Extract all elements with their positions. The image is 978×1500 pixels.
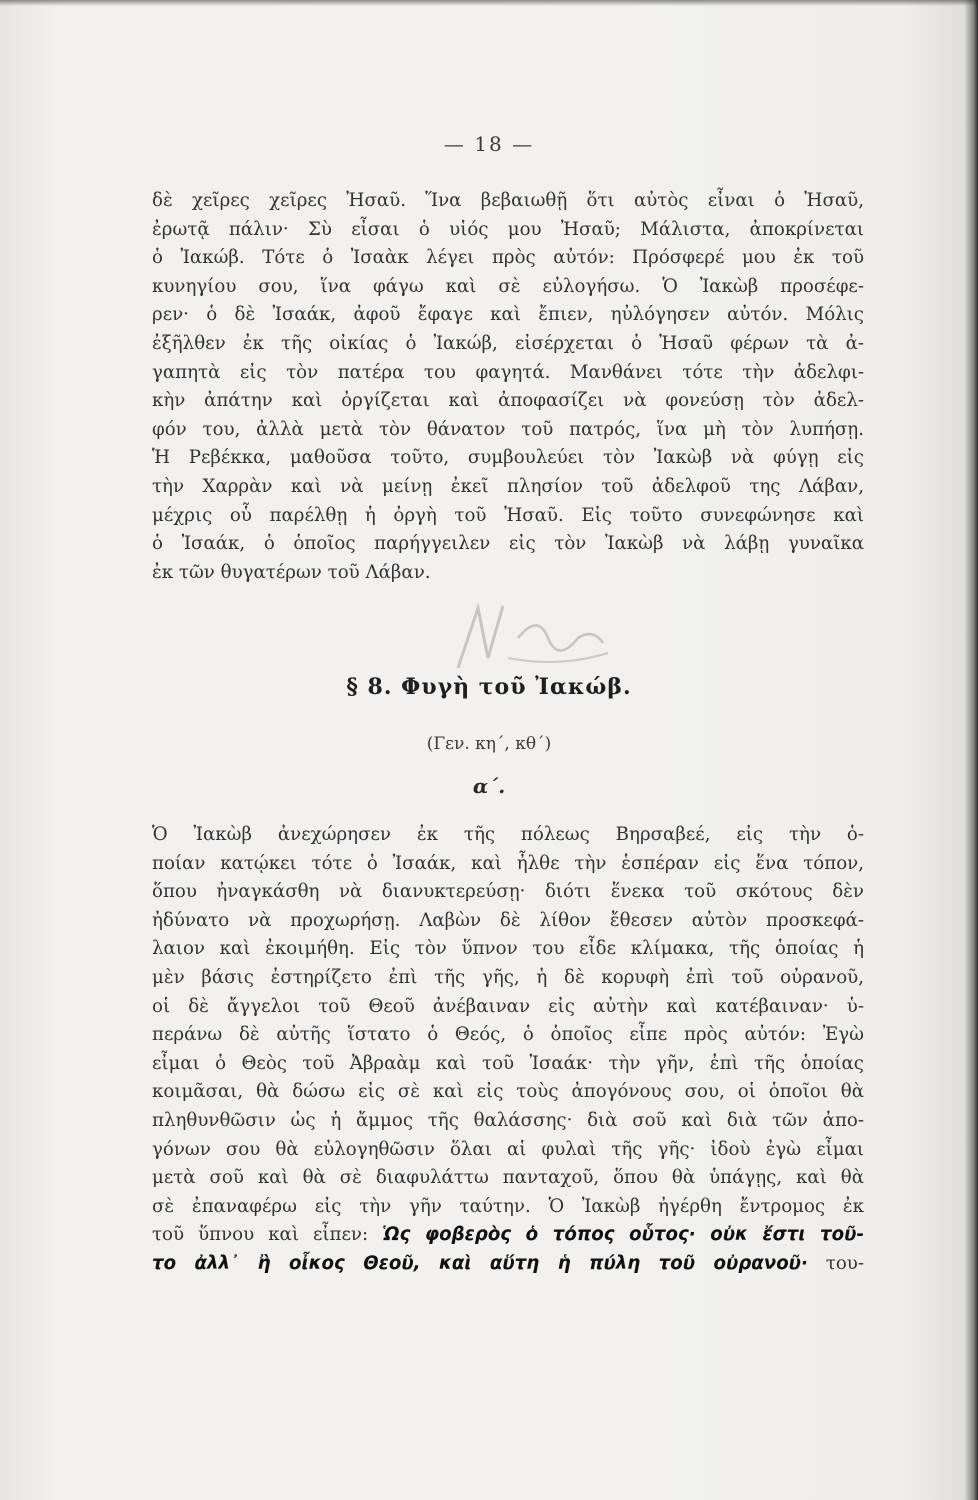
paragraph-1-line-14: ἐκ τῶν θυγατέρων τοῦ Λάβαν. xyxy=(152,561,431,583)
paragraph-1-line-4: κυνηγίου σου, ἵνα φάγω καὶ σὲ εὐλογήσω. Ὁ Ἰακὼβ προσέφε- xyxy=(152,275,864,297)
paragraph-1-line-9: φόν του, ἀλλὰ μετὰ τὸν θάνατον τοῦ πατρός, ἵνα μὴ τὸν λυπήσῃ. xyxy=(152,418,864,440)
paragraph-1-line-12: μέχρις οὗ παρέλθῃ ἡ ὀργὴ τοῦ Ἠσαῦ. Εἰς τοῦτο συνεφώνησε καὶ xyxy=(152,504,864,526)
section-reference: (Γεν. κη΄, κθ΄) xyxy=(426,734,552,754)
paragraph-2-line-13: μετὰ σοῦ καὶ θὰ σὲ διαφυλάττω πανταχοῦ, ὅπου θὰ ὑπάγῃς, καὶ θὰ xyxy=(152,1167,864,1189)
paragraph-1-line-1: δὲ χεῖρες χεῖρες Ἠσαῦ. Ἵνα βεβαιωθῇ ὅτι αὐτὸς εἶναι ὁ Ἠσαῦ, xyxy=(152,190,864,211)
paragraph-1-line-8: κὴν ἀπάτην καὶ ὀργίζεται καὶ ἀποφασίζει νὰ φονεύσῃ τὸν ἀδελ- xyxy=(152,390,864,412)
line-16-bold-quote: το ἀλλ᾽ ἢ οἶκος Θεοῦ, καὶ αὕτη ἡ πύλη τοῦ οὐρανοῦ· xyxy=(152,1252,808,1274)
paragraph-2-line-16 xyxy=(152,1250,864,1279)
subsection-letter: α΄. xyxy=(472,774,506,798)
paragraph-2-line-9: εἶμαι ὁ Θεὸς τοῦ Ἀβραὰμ καὶ τοῦ Ἰσαάκ· τὴν γῆν, ἐπὶ τῆς ὁποίας xyxy=(152,1052,864,1074)
line-15-plain: τοῦ ὕπνου καὶ εἶπεν: xyxy=(152,1224,383,1246)
paragraph-2-line-3: ὅπου ἠναγκάσθη νὰ διανυκτερεύσῃ· διότι ἕνεκα τοῦ σκότους δὲν xyxy=(152,881,864,903)
paragraph-2-line-12: γόνων σου θὰ εὐλογηθῶσιν ὅλαι αἱ φυλαὶ τῆς γῆς· ἰδοὺ ἐγὼ εἶμαι xyxy=(152,1138,864,1160)
paragraph-2-line-10: κοιμᾶσαι, θὰ δώσω εἰς σὲ καὶ εἰς τοὺς ἀπογόνους σου, οἱ ὁποῖοι θὰ xyxy=(152,1081,864,1103)
paragraph-2-line-2: ποίαν κατῴκει τότε ὁ Ἰσαάκ, καὶ ἦλθε τὴν ἑσπέραν εἰς ἕνα τόπον, xyxy=(152,852,864,874)
paragraph-2-line-7: οἱ δὲ ἄγγελοι τοῦ Θεοῦ ἀνέβαιναν εἰς αὐτὴν καὶ κατέβαιναν· ὑ- xyxy=(152,995,864,1017)
paragraph-2-line-11: πληθυνθῶσιν ὡς ἡ ἄμμος τῆς θαλάσσης· διὰ σοῦ καὶ διὰ τῶν ἀπο- xyxy=(152,1109,864,1131)
faint-signature-stamp xyxy=(448,598,618,678)
paragraph-1-line-2: ἐρωτᾷ πάλιν· Σὺ εἶσαι ὁ υἱός μου Ἠσαῦ; Μάλιστα, ἀποκρίνεται xyxy=(152,218,864,240)
line-16-plain: του- xyxy=(807,1252,865,1274)
paragraph-2-line-4: ἠδύνατο νὰ προχωρήσῃ. Λαβὼν δὲ λίθον ἔθεσεν αὐτὸν προσκεφά- xyxy=(152,909,864,931)
scan-top-edge xyxy=(0,0,978,6)
paragraph-1-line-3: ὁ Ἰακώβ. Τότε ὁ Ἰσαὰκ λέγει πρὸς αὐτόν: Πρόσφερέ μου ἐκ τοῦ xyxy=(152,247,864,269)
paragraph-2-line-14: σὲ ἐπαναφέρω εἰς τὴν γῆν ταύτην. Ὁ Ἰακὼβ ἠγέρθη ἔντρομος ἐκ xyxy=(152,1195,864,1217)
paragraph-1-line-6: ἐξῆλθεν ἐκ τῆς οἰκίας ὁ Ἰακώβ, εἰσέρχεται ὁ Ἠσαῦ φέρων τὰ ἀ- xyxy=(152,332,864,354)
paragraph-2-line-15 xyxy=(152,1221,864,1250)
line-15-bold-quote: Ὡς φοβερὸς ὁ τόπος οὗτος· οὐκ ἔστι τοῦ- xyxy=(382,1224,864,1246)
paragraph-1-line-11: τὴν Χαρρὰν καὶ νὰ μείνῃ ἐκεῖ πλησίον τοῦ ἀδελφοῦ της Λάβαν, xyxy=(152,475,864,497)
paragraph-1-line-10: Ἡ Ρεβέκκα, μαθοῦσα τοῦτο, συμβουλεύει τὸν Ἰακὼβ νὰ φύγῃ εἰς xyxy=(152,447,864,469)
paragraph-1-line-13: ὁ Ἰσαάκ, ὁ ὁποῖος παρήγγειλεν εἰς τὸν Ἰακὼβ νὰ λάβῃ γυναῖκα xyxy=(152,533,864,555)
paragraph-2 xyxy=(152,821,864,1279)
page-number: — 18 — xyxy=(443,132,535,156)
paragraph-1 xyxy=(152,187,864,587)
paragraph-1-line-5: ρεν· ὁ δὲ Ἰσαάκ, ἀφοῦ ἔφαγε καὶ ἔπιεν, ηὐλόγησεν αὐτόν. Μόλις xyxy=(152,304,864,326)
paragraph-2-line-6: μὲν βάσις ἐστηρίζετο ἐπὶ τῆς γῆς, ἡ δὲ κορυφὴ ἐπὶ τοῦ οὐρανοῦ, xyxy=(152,966,864,988)
paragraph-2-lines xyxy=(152,821,864,1221)
paragraph-1-line-7: γαπητὰ εἰς τὸν πατέρα του φαγητά. Μανθάνει τότε τὴν ἀδελφι- xyxy=(152,361,864,383)
paragraph-2-line-1: Ὁ Ἰακὼβ ἀνεχώρησεν ἐκ τῆς πόλεως Βηρσαβεέ, εἰς τὴν ὁ- xyxy=(152,824,864,845)
paragraph-2-line-8: περάνω δὲ αὐτῆς ἵστατο ὁ Θεός, ὁ ὁποῖος εἶπε πρὸς αὐτόν: Ἐγὼ xyxy=(152,1024,864,1046)
section-heading: § 8. Φυγὴ τοῦ Ἰακώβ. xyxy=(346,674,632,700)
paragraph-2-line-5: λαιον καὶ ἐκοιμήθη. Εἰς τὸν ὕπνον του εἶδε κλίμακα, τῆς ὁποίας ἡ xyxy=(152,938,864,960)
